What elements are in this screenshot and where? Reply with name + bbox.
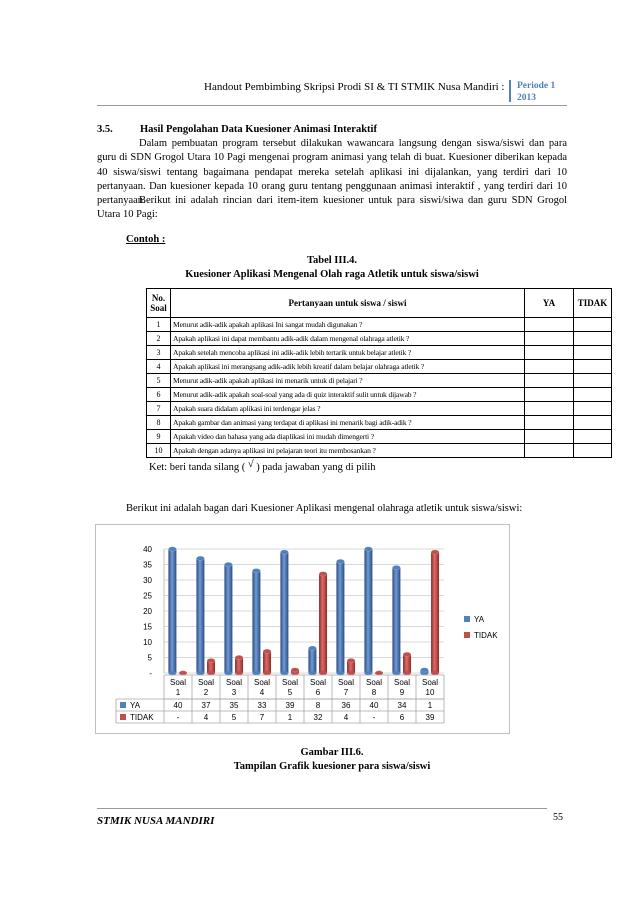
data-label: 39: [285, 701, 295, 710]
chart-intro-text: Berikut ini adalah bagan dari Kuesioner Aplikasi mengenal olahraga atletik untuk siswa/siswi:: [126, 503, 523, 514]
row-question: Apakah aplikasi ini dapat membantu adik-adik dalam mengenal olahraga atletik ?: [171, 332, 525, 346]
series-name: YA: [130, 701, 141, 710]
data-label: 1: [287, 713, 293, 722]
bar-base: [364, 671, 372, 675]
header-period-year: 2013: [517, 93, 536, 103]
legend-key: [120, 702, 126, 708]
data-label: -: [372, 713, 376, 722]
y-tick-label: 5: [147, 653, 152, 663]
row-tidak-cell: [574, 346, 612, 360]
bar-tidak: [431, 550, 439, 675]
footer-rule: [97, 808, 547, 809]
x-category-label: 4: [259, 688, 265, 697]
questionnaire-table: [146, 288, 612, 458]
bar-top: [420, 668, 428, 672]
x-category-label: Soal: [253, 678, 271, 687]
bar-body: [196, 558, 204, 673]
y-tick-label: 25: [143, 591, 152, 601]
row-ya-cell: [525, 374, 574, 388]
y-tick-label: 40: [143, 545, 152, 554]
row-ya-cell: [525, 332, 574, 346]
bar-top: [291, 668, 299, 672]
data-label: 8: [315, 701, 321, 710]
row-tidak-cell: [574, 416, 612, 430]
table-caption-title: Kuesioner Aplikasi Mengenal Olah raga Atletik untuk siswa/siswi: [185, 269, 479, 280]
table-header-row: [147, 289, 612, 318]
data-label: 5: [231, 713, 237, 722]
bar-base: [403, 671, 411, 675]
y-axis-ticks: [143, 545, 152, 678]
bar-tidak: [403, 652, 411, 675]
chart-gridlines: [164, 549, 444, 673]
y-tick-label: 35: [143, 560, 152, 570]
bar-base: [252, 671, 260, 675]
data-label: 4: [343, 713, 349, 722]
table-row: [147, 374, 612, 388]
row-number: 7: [147, 402, 171, 416]
bar-ya: [280, 550, 288, 675]
row-ya-cell: [525, 388, 574, 402]
row-ya-cell: [525, 416, 574, 430]
bar-base: [207, 671, 215, 675]
bar-base: [347, 671, 355, 675]
bar-top: [403, 652, 411, 656]
x-category-label: 7: [343, 688, 349, 697]
bar-top: [347, 658, 355, 662]
chart-frame: [95, 524, 510, 734]
y-tick-label: 20: [143, 607, 152, 616]
row-tidak-cell: [574, 388, 612, 402]
data-label: 37: [201, 701, 211, 710]
bar-top: [207, 658, 215, 662]
table-row: [147, 430, 612, 444]
x-category-label: 9: [399, 688, 405, 697]
x-category-label: Soal: [225, 678, 243, 687]
column-header-no-line1: No.: [151, 293, 166, 303]
bar-body: [336, 561, 344, 673]
bar-tidak: [235, 655, 243, 675]
bar-tidak: [207, 658, 215, 675]
bar-base: [235, 671, 243, 675]
figure-caption-number: Gambar III.6.: [300, 747, 364, 758]
row-number: 3: [147, 346, 171, 360]
bar-top: [336, 559, 344, 563]
x-category-label: 8: [371, 688, 377, 697]
example-heading: Contoh :: [126, 234, 166, 245]
bar-ya: [168, 547, 176, 675]
data-label: 39: [425, 713, 435, 722]
x-category-label: 3: [231, 688, 237, 697]
x-category-label: 2: [203, 688, 209, 697]
bar-tidak: [263, 649, 271, 675]
intro-paragraph: Dalam pembuatan program tersebut dilakukan wawancara langsung dengan siswa/siswi dan para guru di SDN Grogol Utara 10 Pagi mengenai program animasi yang telah di buat. Kuesioner diberikan kepada 40 siswa/siswi tentang bagaimana pendapat mereka setelah aplikasi ini dijalankan, yang terdiri dari 10 pertanyaan. Dan kuesioner kepada 10 orang guru tentang penggunaan animasi interaktif , yang terdiri dari 10 pertanyaan.: [97, 138, 567, 207]
bar-ya: [420, 668, 428, 676]
bar-tidak: [319, 572, 327, 676]
row-ya-cell: [525, 346, 574, 360]
bar-base: [392, 671, 400, 675]
bar-body: [224, 565, 232, 674]
bar-body: [252, 571, 260, 673]
bar-top: [179, 671, 187, 675]
bar-body: [431, 552, 439, 673]
bar-base: [168, 671, 176, 675]
bar-body: [364, 549, 372, 673]
bar-tidak: [375, 671, 383, 675]
row-tidak-cell: [574, 332, 612, 346]
bar-body: [319, 574, 327, 673]
bar-ya: [392, 565, 400, 675]
bar-base: [319, 671, 327, 675]
y-tick-label: 15: [143, 622, 152, 632]
bar-tidak: [179, 671, 187, 675]
row-question: Menurut adik-adik apakah aplikasi ini menarik untuk di pelajari ?: [171, 374, 525, 388]
bar-body: [280, 552, 288, 673]
row-number: 6: [147, 388, 171, 402]
table-row: [147, 416, 612, 430]
bar-ya: [336, 559, 344, 675]
footer-institution: STMIK NUSA MANDIRI: [97, 815, 215, 827]
row-tidak-cell: [574, 318, 612, 332]
data-label: 1: [427, 701, 433, 710]
page-number: 55: [553, 812, 563, 823]
table-row: [147, 402, 612, 416]
bar-top: [375, 671, 383, 675]
bar-top: [280, 550, 288, 554]
bar-ya: [364, 547, 372, 675]
bar-ya: [196, 556, 204, 675]
note-text-before: Ket: beri tanda silang (: [149, 462, 246, 473]
row-ya-cell: [525, 318, 574, 332]
column-header-no: [147, 289, 171, 318]
bar-tidak: [291, 668, 299, 676]
x-category-label: Soal: [421, 678, 439, 687]
bar-ya: [224, 562, 232, 675]
data-label: 6: [399, 713, 405, 722]
bar-tidak: [347, 658, 355, 675]
table-row: [147, 444, 612, 458]
table-row: [147, 360, 612, 374]
data-label: -: [176, 713, 180, 722]
legend-key: [464, 616, 470, 622]
header-rule: [97, 105, 567, 106]
legend-key: [120, 714, 126, 720]
data-label: 35: [229, 701, 239, 710]
data-label: 32: [313, 713, 323, 722]
x-category-label: Soal: [365, 678, 383, 687]
row-question: Apakah dengan adanya aplikasi ini pelajaran teori itu membosankan ?: [171, 444, 525, 458]
row-question: Apakah setelah mencoba aplikasi ini adik-adik lebih tertarik untuk belajar atletik ?: [171, 346, 525, 360]
chart-data-table: [116, 675, 444, 723]
row-question: Apakah suara didalam aplikasi ini terdengar jelas ?: [171, 402, 525, 416]
y-tick-label: 30: [143, 576, 152, 585]
bar-base: [196, 671, 204, 675]
table-note: [149, 459, 376, 473]
bar-top: [431, 550, 439, 554]
data-label: 40: [369, 701, 379, 710]
row-tidak-cell: [574, 374, 612, 388]
row-number: 5: [147, 374, 171, 388]
data-label: 36: [341, 701, 351, 710]
column-header-tidak: TIDAK: [574, 289, 612, 318]
data-label: 7: [259, 713, 265, 722]
table-caption: [97, 254, 567, 282]
row-number: 9: [147, 430, 171, 444]
row-ya-cell: [525, 444, 574, 458]
bar-base: [336, 671, 344, 675]
y-tick-label: -: [149, 669, 152, 678]
bar-body: [308, 648, 316, 673]
bar-top: [224, 562, 232, 566]
running-header-title: Handout Pembimbing Skripsi Prodi SI & TI STMIK Nusa Mandiri :: [204, 81, 505, 93]
header-period-label: Periode 1: [517, 81, 556, 91]
x-category-label: 10: [425, 688, 435, 697]
row-question: Apakah gambar dan animasi yang terdapat di aplikasi ini menarik bagi adik-adik ?: [171, 416, 525, 430]
header-period: [517, 80, 555, 104]
row-ya-cell: [525, 360, 574, 374]
bar-body: [392, 568, 400, 673]
table-row: [147, 388, 612, 402]
x-category-label: Soal: [169, 678, 187, 687]
section-title: Hasil Pengolahan Data Kuesioner Animasi Interaktif: [140, 124, 377, 135]
figure-caption-title: Tampilan Grafik kuesioner para siswa/siswi: [233, 761, 431, 772]
row-ya-cell: [525, 402, 574, 416]
bar-base: [280, 671, 288, 675]
bar-chart: [96, 525, 509, 733]
row-tidak-cell: [574, 402, 612, 416]
bar-top: [308, 646, 316, 650]
bar-top: [364, 547, 372, 551]
row-tidak-cell: [574, 430, 612, 444]
bar-top: [392, 565, 400, 569]
x-category-label: Soal: [197, 678, 215, 687]
column-header-ya: YA: [525, 289, 574, 318]
bar-body: [403, 654, 411, 673]
x-category-label: 5: [287, 688, 293, 697]
bar-base: [431, 671, 439, 675]
bar-top: [319, 572, 327, 576]
x-category-label: 6: [315, 688, 321, 697]
bar-base: [308, 671, 316, 675]
figure-caption: [97, 746, 567, 774]
bar-top: [235, 655, 243, 659]
row-ya-cell: [525, 430, 574, 444]
row-number: 4: [147, 360, 171, 374]
bar-top: [196, 556, 204, 560]
row-question: Apakah video dan bahasa yang ada diaplikasi ini mudah dimengerti ?: [171, 430, 525, 444]
column-header-no-line2: Soal: [150, 303, 167, 313]
row-question: Menurut adik-adik apakah soal-soal yang ada di quiz interaktif sulit untuk dijawab ?: [171, 388, 525, 402]
x-category-label: Soal: [337, 678, 355, 687]
bar-top: [263, 649, 271, 653]
bar-body: [263, 651, 271, 673]
x-category-label: Soal: [309, 678, 327, 687]
table-row: [147, 332, 612, 346]
row-number: 2: [147, 332, 171, 346]
table-caption-number: Tabel III.4.: [306, 255, 358, 266]
data-label: 4: [203, 713, 209, 722]
data-label: 34: [397, 701, 407, 710]
series-name: TIDAK: [130, 713, 154, 722]
header-divider: [509, 80, 511, 102]
bar-ya: [252, 569, 260, 676]
row-tidak-cell: [574, 444, 612, 458]
row-number: 8: [147, 416, 171, 430]
note-text-after: ) pada jawaban yang di pilih: [256, 462, 376, 473]
x-category-label: Soal: [281, 678, 299, 687]
row-tidak-cell: [574, 360, 612, 374]
checkmark-icon: √: [247, 459, 254, 470]
data-label: 33: [257, 701, 267, 710]
row-question: Menurut adik-adik apakah aplikasi Ini sangat mudah digunakan ?: [171, 318, 525, 332]
bar-ya: [308, 646, 316, 675]
bar-top: [168, 547, 176, 551]
section-number: 3.5.: [97, 124, 113, 135]
legend-label: TIDAK: [474, 631, 498, 640]
bar-body: [168, 549, 176, 673]
legend-label: YA: [474, 615, 485, 624]
row-number: 1: [147, 318, 171, 332]
bar-base: [263, 671, 271, 675]
y-tick-label: 10: [143, 638, 152, 647]
row-question: Apakah aplikasi ini merangsang adik-adik lebih kreatif dalam belajar olahraga atletik ?: [171, 360, 525, 374]
data-label: 40: [173, 701, 183, 710]
legend-key: [464, 632, 470, 638]
details-paragraph: Berikut ini adalah rincian dari item-item kuesioner untuk para siswi/siwa dan guru SDN Grogol Utara 10 Pagi:: [97, 195, 567, 221]
table-row: [147, 318, 612, 332]
column-header-question: Pertanyaan untuk siswa / siswi: [171, 289, 525, 318]
bar-top: [252, 569, 260, 573]
x-category-label: 1: [175, 688, 181, 697]
x-category-label: Soal: [393, 678, 411, 687]
table-row: [147, 346, 612, 360]
bar-base: [224, 671, 232, 675]
row-number: 10: [147, 444, 171, 458]
chart-legend: [464, 615, 498, 640]
